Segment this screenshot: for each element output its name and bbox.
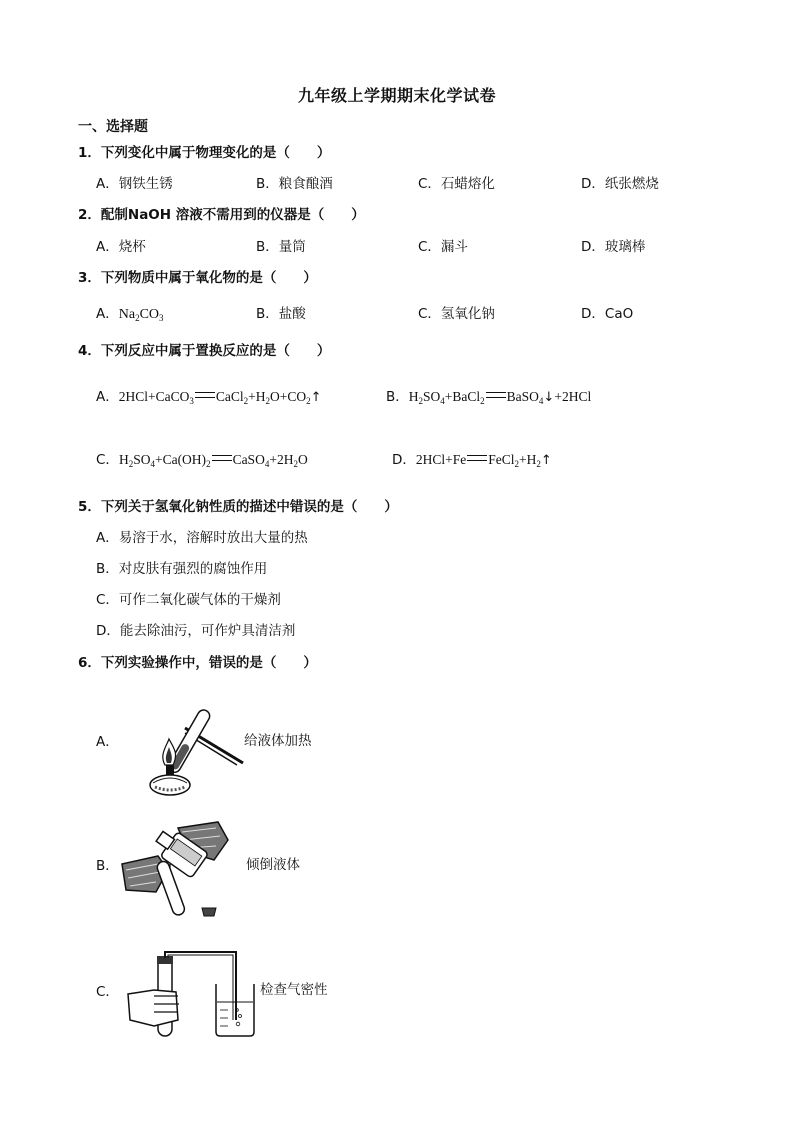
question-2-option-c[interactable]: C．漏斗 [418,239,468,255]
formula-cao: CaO [604,306,634,322]
question-4-option-a[interactable] [96,390,322,405]
option-label: A． [96,306,119,322]
question-5-option-a[interactable]: A．易溶于水，溶解时放出大量的热 [96,530,308,546]
option-label: B． [386,389,409,405]
gas-up-arrow-icon: ↑ [310,390,322,405]
option-label: C． [96,452,119,468]
question-1-option-c[interactable]: C．石蜡熔化 [418,176,495,192]
option-label: A． [96,389,119,405]
question-2-option-a[interactable]: A．烧杯 [96,239,146,255]
pouring-liquid-illustration [118,820,236,918]
question-1-option-a[interactable]: A．钢铁生锈 [96,176,173,192]
question-5-stem: 5．下列关于氢氧化钠性质的描述中错误的是（ ） [78,499,398,515]
option-label: D． [392,452,416,468]
option-label: D． [581,306,605,322]
question-6-option-c-caption: 检查气密性 [260,982,328,998]
question-6-option-b-caption: 倾倒液体 [246,857,300,873]
precipitate-down-arrow-icon: ↓ [543,390,555,405]
question-1-option-b[interactable]: B．粮食酿酒 [256,176,333,192]
question-5-option-d[interactable]: D．能去除油污，可作炉具清洁剂 [96,623,296,639]
gas-up-arrow-icon: ↑ [540,453,552,468]
question-6-option-a-label[interactable]: A． [96,734,119,750]
question-3-option-c[interactable]: C．氢氧化钠 [418,306,495,322]
question-6-option-c-label[interactable]: C． [96,984,119,1000]
page-title: 九年级上学期期末化学试卷 [297,86,496,105]
question-1-stem: 1．下列变化中属于物理变化的是（ ） [78,145,331,161]
equation-d: 2HCl+Fe $FeCl_2+H_2$ [415,452,541,469]
question-6-option-a-caption: 给液体加热 [244,733,312,749]
question-4-option-d[interactable] [392,453,552,468]
airtightness-check-illustration [124,950,258,1040]
question-1-option-d[interactable]: D．纸张燃烧 [581,176,659,192]
formula-na2co3: $Na_2CO_3$ [118,307,164,323]
question-6-stem: 6．下列实验操作中，错误的是（ ） [78,655,317,671]
question-3-option-b[interactable]: B．盐酸 [256,306,306,322]
question-3-option-d[interactable] [581,308,633,322]
equation-a: 2HCl+CaCO$_3$ $CaCl_2+H_2O+CO_2$ [118,389,311,406]
question-5-option-c[interactable]: C．可作二氧化碳气体的干燥剂 [96,592,281,608]
question-4-stem: 4．下列反应中属于置换反应的是（ ） [78,343,331,359]
question-4-option-c[interactable] [96,453,308,468]
section-heading: 一、选择题 [78,119,148,135]
question-5-option-b[interactable]: B．对皮肤有强烈的腐蚀作用 [96,561,268,577]
question-4-option-b[interactable]: B．$H_2SO_4+BaCl_2$ BaSO$_4$↓+2HCl [386,389,592,406]
question-2-option-d[interactable]: D．玻璃棒 [581,239,646,255]
question-2-option-b[interactable]: B．量筒 [256,239,306,255]
question-3-option-a[interactable] [96,308,164,322]
question-2-stem: 2．配制NaOH 溶液不需用到的仪器是（ ） [78,207,365,223]
question-3-stem: 3．下列物质中属于氧化物的是（ ） [78,270,317,286]
heating-liquid-illustration [145,693,245,798]
question-6-option-b-label[interactable]: B． [96,858,119,874]
equation-b: $H_2SO_4+BaCl_2$ BaSO$_4$ [408,389,544,406]
equation-c: $H_2SO_4+Ca(OH)_2$ $CaSO_4+2H_2O$ [118,452,308,469]
